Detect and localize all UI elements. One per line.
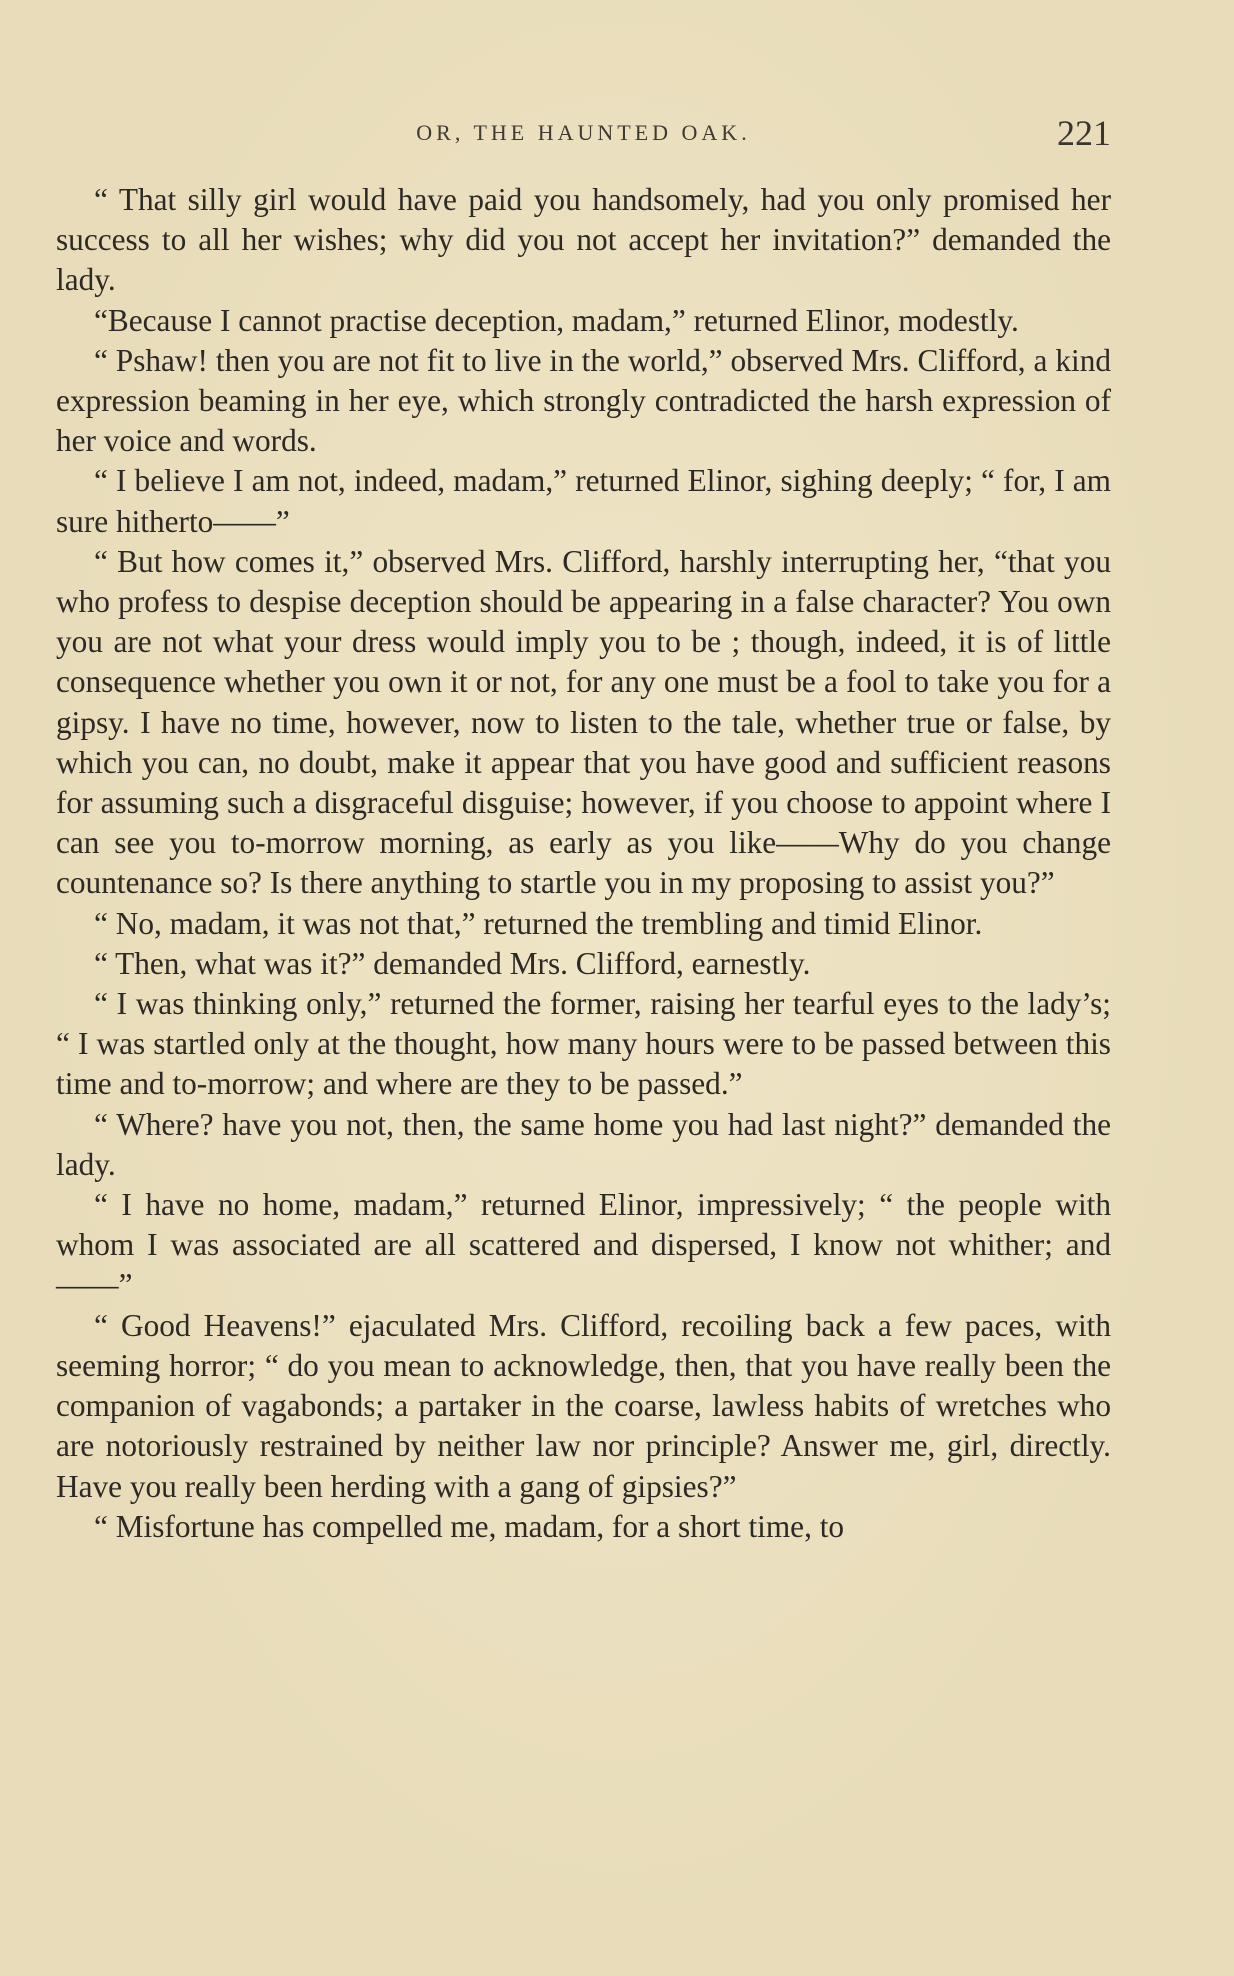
running-title: OR, THE HAUNTED OAK. [416, 120, 751, 145]
body-text [56, 180, 1111, 1547]
paragraph: “ I believe I am not, indeed, madam,” returned Elinor, sighing deeply; “ for, I am sure hitherto——” [56, 463, 1111, 539]
running-head [56, 113, 1111, 156]
paragraph: “Because I cannot practise deception, madam,” returned Elinor, modestly. [94, 302, 1019, 338]
paragraph: “ But how comes it,” observed Mrs. Clifford, harshly interrupting her, “that you who profess to despise deception should be appearing in a false character? You own you are not what your dress would imply you to be ; though, indeed, it is of little consequence whether you own it or not, for any one must be a fool to take you for a gipsy. I have no time, however, now to listen to the tale, whether true or false, by which you can, no doubt, make it appear that you have good and sufficient reasons for assuming such a disgraceful disguise; however, if you choose to appoint where I can see you to-morrow morning, as early as you like——Why do you change countenance so? Is there anything to startle you in my proposing to assist you?” [56, 543, 1111, 901]
paragraph: “ I have no home, madam,” returned Elinor, impressively; “ the people with whom I was associated are all scattered and dispersed, I know not whither; and——” [56, 1187, 1111, 1303]
paragraph: “ Misfortune has compelled me, madam, for a short time, to [94, 1508, 845, 1544]
paragraph: “ Where? have you not, then, the same home you had last night?” demanded the lady. [56, 1106, 1111, 1182]
paragraph: “ Pshaw! then you are not fit to live in the world,” observed Mrs. Clifford, a kind expression beaming in her eye, which strongly contradicted the harsh expression of her voice and words. [56, 342, 1111, 459]
paragraph: “ I was thinking only,” returned the former, raising her tearful eyes to the lady’s; “ I was startled only at the thought, how many hours were to be passed between this time and to-morrow; and where are they to be passed.” [56, 986, 1111, 1102]
paragraph: “ Good Heavens!” ejaculated Mrs. Clifford, recoiling back a few paces, with seeming horror; “ do you mean to acknowledge, then, that you have really been the companion of vagabonds; a partaker in the coarse, lawless habits of wretches who are notoriously restrained by neither law nor principle? Answer me, girl, directly. Have you really been herding with a gang of gipsies?” [56, 1307, 1111, 1504]
paragraph: “ That silly girl would have paid you handsomely, had you only promised her success to all her wishes; why did you not accept her invitation?” demanded the lady. [56, 182, 1111, 298]
page-number: 221 [1057, 113, 1111, 153]
paragraph: “ No, madam, it was not that,” returned the trembling and timid Elinor. [94, 905, 983, 941]
paragraph: “ Then, what was it?” demanded Mrs. Clifford, earnestly. [94, 945, 811, 981]
